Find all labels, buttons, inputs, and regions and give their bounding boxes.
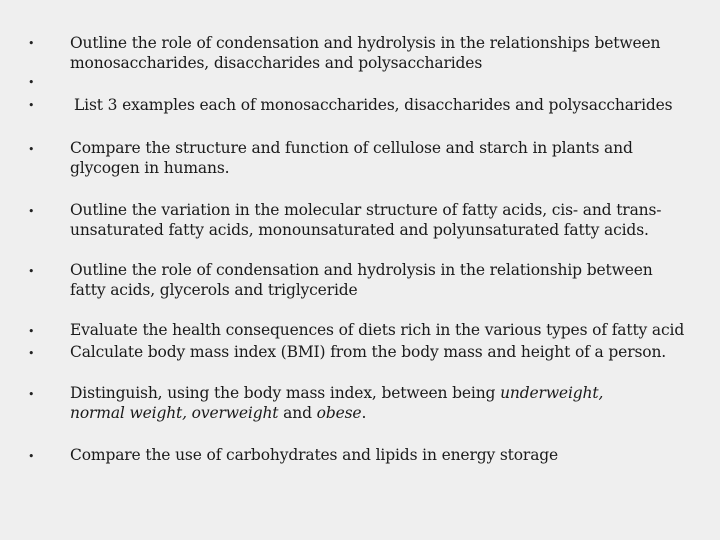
distinguish-obese-italic: obese: [316, 404, 362, 422]
objective-condensation-lipids: Outline the role of condensation and hydrolysis in the relationship between fatty acids, glycerols and triglyceride: [70, 261, 653, 299]
distinguish-text-c: .: [361, 404, 367, 422]
bullet-marker: •: [28, 37, 35, 50]
distinguish-text-a: Distinguish, using the body mass index, between being: [70, 384, 501, 402]
objective-condensation-carbohydrates: Outline the role of condensation and hydrolysis in the relationships between monosaccharides, disaccharides and polysaccharides: [70, 34, 661, 72]
distinguish-text-b: and: [278, 404, 317, 422]
objective-cellulose-starch-glycogen: Compare the structure and function of cellulose and starch in plants and glycogen in humans.: [70, 139, 633, 177]
objective-distinguish-bmi: [70, 383, 660, 423]
bullet-marker: •: [28, 325, 35, 338]
distinguish-categories-italic: underweight, normal weight, overweight: [70, 384, 604, 422]
bullet-marker: •: [28, 143, 35, 156]
bullet-marker: •: [28, 450, 35, 463]
bullet-marker: •: [28, 205, 35, 218]
objective-fatty-acid-structure: Outline the variation in the molecular structure of fatty acids, cis- and trans-unsaturated fatty acids, monounsaturated and polyunsaturated fatty acids.: [70, 201, 662, 239]
objective-examples-saccharides: List 3 examples each of monosaccharides, disaccharides and polysaccharides: [74, 96, 673, 114]
bullet-marker: •: [28, 99, 35, 112]
bullet-marker: •: [28, 347, 35, 360]
objective-energy-storage: Compare the use of carbohydrates and lipids in energy storage: [70, 446, 559, 464]
bullet-marker: •: [28, 76, 35, 89]
objective-health-consequences: Evaluate the health consequences of diets rich in the various types of fatty acid: [70, 321, 685, 339]
bullet-marker: •: [28, 388, 35, 401]
objective-calculate-bmi: Calculate body mass index (BMI) from the body mass and height of a person.: [70, 343, 667, 361]
bullet-marker: •: [28, 265, 35, 278]
